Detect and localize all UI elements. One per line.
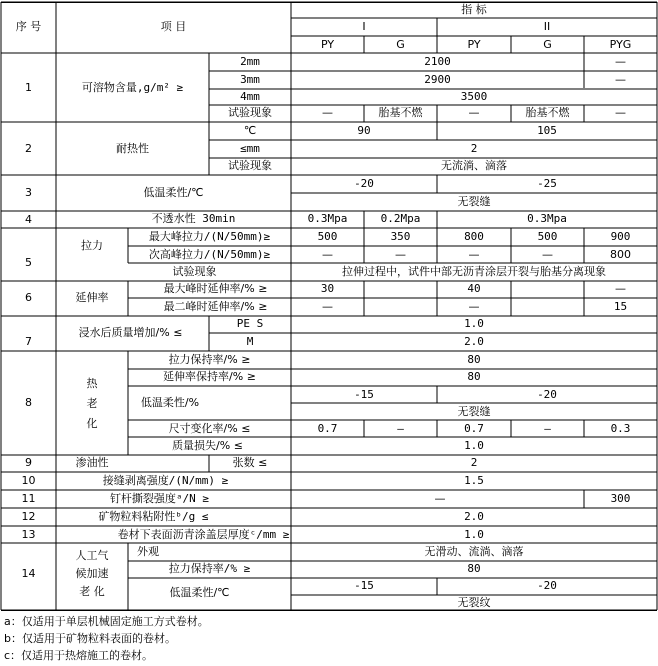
cell-text: 0.3Mpa bbox=[527, 212, 567, 225]
cell-text: 0.7 bbox=[317, 422, 338, 435]
cell-text: 次高峰拉力/(N/50mm)≥ bbox=[148, 248, 271, 261]
cell-text: — bbox=[468, 248, 480, 261]
cell-text: 6 bbox=[25, 291, 32, 304]
cell-text: 40 bbox=[467, 282, 481, 295]
cell-text: 7 bbox=[25, 335, 32, 348]
cell-text: 无滑动、流淌、滴落 bbox=[424, 545, 524, 558]
cell-text: 900 bbox=[610, 230, 631, 243]
cell-text: 80 bbox=[467, 353, 481, 366]
cell-text: — bbox=[615, 73, 626, 86]
cell-text: 8 bbox=[25, 396, 32, 409]
cell-text: ℃ bbox=[243, 124, 257, 137]
artificial-aging-label: 老 化 bbox=[79, 585, 105, 598]
cell-text: 拉伸过程中，试件中部无沥青涂层开裂与胎基分离现象 bbox=[342, 265, 606, 278]
header-II: II bbox=[543, 20, 551, 33]
cell-text: 90 bbox=[357, 124, 371, 137]
cell-text: 拉力保持率/% ≥ bbox=[168, 562, 251, 575]
cell-text: — bbox=[542, 248, 553, 261]
cell-text: 300 bbox=[610, 492, 631, 505]
cell-text: -15 bbox=[354, 388, 374, 401]
heat-aging-label: 热 bbox=[86, 377, 98, 390]
cell-text: 渗油性 bbox=[75, 456, 109, 469]
footnote-b: b：仅适用于矿物粒料表面的卷材。 bbox=[4, 632, 176, 645]
cell-text: 10 bbox=[21, 474, 36, 487]
cell-text: — bbox=[542, 291, 553, 304]
cell-text: 2mm bbox=[240, 55, 260, 68]
cell-text: — bbox=[322, 106, 333, 119]
cell-text: 延伸率 bbox=[75, 291, 109, 304]
cell-text: 张数 ≤ bbox=[232, 456, 268, 469]
cell-text: 2.0 bbox=[464, 335, 484, 348]
cell-text: — bbox=[322, 248, 333, 261]
heat-aging-label: 化 bbox=[86, 417, 98, 430]
cell-text: 800 bbox=[464, 230, 484, 243]
artificial-aging-label: 候加速 bbox=[75, 567, 109, 580]
cell-text: 质量损失/% ≤ bbox=[172, 439, 243, 452]
cell-text: 4mm bbox=[240, 90, 260, 103]
cell-text: 0.3 bbox=[610, 422, 631, 435]
cell-text: 80 bbox=[467, 562, 481, 575]
cell-text: 4 bbox=[25, 213, 32, 226]
cell-text: 最大峰时延伸率/% ≥ bbox=[163, 282, 268, 295]
cell-text: 试验现象 bbox=[172, 265, 217, 278]
cell-text: 0.3Mpa bbox=[307, 212, 348, 225]
cell-text: 12 bbox=[21, 510, 36, 523]
cell-text: — bbox=[395, 291, 406, 304]
cell-text: 350 bbox=[390, 230, 411, 243]
cell-text: — bbox=[615, 106, 626, 119]
cell-text: 可溶物含量,g/m² ≥ bbox=[81, 81, 184, 94]
cell-text: -20 bbox=[354, 177, 374, 190]
header-col: G bbox=[396, 38, 405, 51]
cell-text: 低温柔性/℃ bbox=[169, 586, 230, 599]
cell-text: 2.0 bbox=[464, 510, 484, 523]
cell-text: — bbox=[615, 282, 626, 295]
cell-text: 胎基不燃 bbox=[378, 106, 423, 119]
cell-text: 接缝剥离强度/(N/mm) ≥ bbox=[102, 474, 229, 487]
cell-text: 9 bbox=[25, 456, 32, 469]
header-item: 项 目 bbox=[160, 20, 187, 33]
cell-text: PE S bbox=[236, 317, 264, 330]
cell-text: 14 bbox=[21, 567, 36, 580]
cell-text: 1 bbox=[25, 81, 32, 94]
header-col: PY bbox=[320, 38, 335, 51]
cell-text: 尺寸变化率/% ≤ bbox=[168, 422, 251, 435]
cell-text: 80 bbox=[467, 370, 481, 383]
cell-text: 卷材下表面沥青涂盖层厚度ᶜ/mm ≥ bbox=[117, 528, 290, 541]
cell-text: — bbox=[434, 492, 446, 505]
cell-text: 11 bbox=[21, 492, 36, 505]
header-col: PY bbox=[467, 38, 481, 51]
cell-text: 胎基不燃 bbox=[525, 106, 570, 119]
cell-text: 5 bbox=[25, 256, 32, 269]
cell-text: 0.7 bbox=[464, 422, 484, 435]
cell-text: 0.2Mpa bbox=[380, 212, 421, 225]
cell-text: -20 bbox=[537, 388, 557, 401]
cell-text: 试验现象 bbox=[228, 106, 272, 119]
cell-text: 13 bbox=[21, 528, 36, 541]
cell-text: -25 bbox=[537, 177, 557, 190]
cell-text: 2 bbox=[470, 456, 478, 469]
header-seq: 序 号 bbox=[15, 20, 42, 33]
cell-text: 低温柔性/% bbox=[140, 396, 200, 409]
cell-text: M bbox=[246, 335, 254, 348]
cell-text: 500 bbox=[317, 230, 338, 243]
cell-text: 无裂纹 bbox=[457, 596, 491, 609]
cell-text: 3500 bbox=[460, 90, 488, 103]
cell-text: 无裂缝 bbox=[457, 405, 491, 418]
footnote-a: a：仅适用于单层机械固定施工方式卷材。 bbox=[4, 615, 209, 628]
cell-text: — bbox=[544, 422, 551, 435]
cell-text: 2 bbox=[470, 142, 478, 155]
cell-text: 外观 bbox=[137, 545, 159, 558]
cell-text: 无裂缝 bbox=[457, 195, 491, 208]
cell-text: 1.0 bbox=[464, 439, 484, 452]
footnote-c: c：仅适用于热熔施工的卷材。 bbox=[4, 649, 154, 662]
cell-text: 试验现象 bbox=[228, 159, 272, 172]
heat-aging-label: 老 bbox=[86, 397, 98, 410]
cell-text: — bbox=[468, 300, 480, 313]
cell-text: — bbox=[397, 422, 404, 435]
cell-text: 低温柔性/℃ bbox=[143, 186, 204, 199]
cell-text: 2 bbox=[25, 142, 32, 155]
cell-text: 2100 bbox=[424, 55, 451, 68]
cell-text: — bbox=[615, 55, 626, 68]
cell-text: 105 bbox=[537, 124, 557, 137]
header-I: I bbox=[362, 20, 366, 33]
cell-text: 15 bbox=[613, 300, 628, 313]
cell-text: 2900 bbox=[424, 73, 451, 86]
cell-text: 30 bbox=[320, 282, 335, 295]
cell-text: — bbox=[468, 106, 480, 119]
cell-text: 浸水后质量增加/% ≤ bbox=[78, 326, 183, 339]
cell-text: 1.0 bbox=[464, 317, 484, 330]
header-index: 指 标 bbox=[461, 3, 487, 16]
cell-text: — bbox=[395, 248, 406, 261]
cell-text: 最大峰拉力/(N/50mm)≥ bbox=[148, 230, 271, 243]
header-col: PYG bbox=[609, 38, 632, 51]
header-col: G bbox=[543, 38, 552, 51]
cell-text: 不透水性 30min bbox=[151, 212, 236, 225]
cell-text: 无流淌、滴落 bbox=[441, 159, 507, 172]
cell-text: — bbox=[322, 300, 333, 313]
cell-text: 矿物粒料粘附性ᵇ/g ≤ bbox=[98, 510, 209, 523]
artificial-aging-label: 人工气 bbox=[75, 549, 109, 562]
cell-text: 500 bbox=[537, 230, 558, 243]
cell-text: 拉力保持率/% ≥ bbox=[168, 353, 251, 366]
cell-text: 最二峰时延伸率/% ≥ bbox=[163, 300, 268, 313]
cell-text: 耐热性 bbox=[116, 142, 149, 155]
cell-text: 1.0 bbox=[464, 528, 484, 541]
cell-text: -20 bbox=[537, 579, 557, 592]
cell-text: 拉力 bbox=[81, 239, 103, 252]
cell-text: 延伸率保持率/% ≥ bbox=[163, 370, 256, 383]
cell-text: -15 bbox=[354, 579, 374, 592]
cell-text: 1.5 bbox=[464, 474, 484, 487]
cell-text: 3 bbox=[25, 186, 32, 199]
cell-text: ≤mm bbox=[240, 142, 260, 155]
cell-text: 800 bbox=[610, 248, 631, 261]
cell-text: 钉杆撕裂强度ᵃ/N ≥ bbox=[109, 492, 210, 505]
cell-text: 3mm bbox=[240, 73, 260, 86]
